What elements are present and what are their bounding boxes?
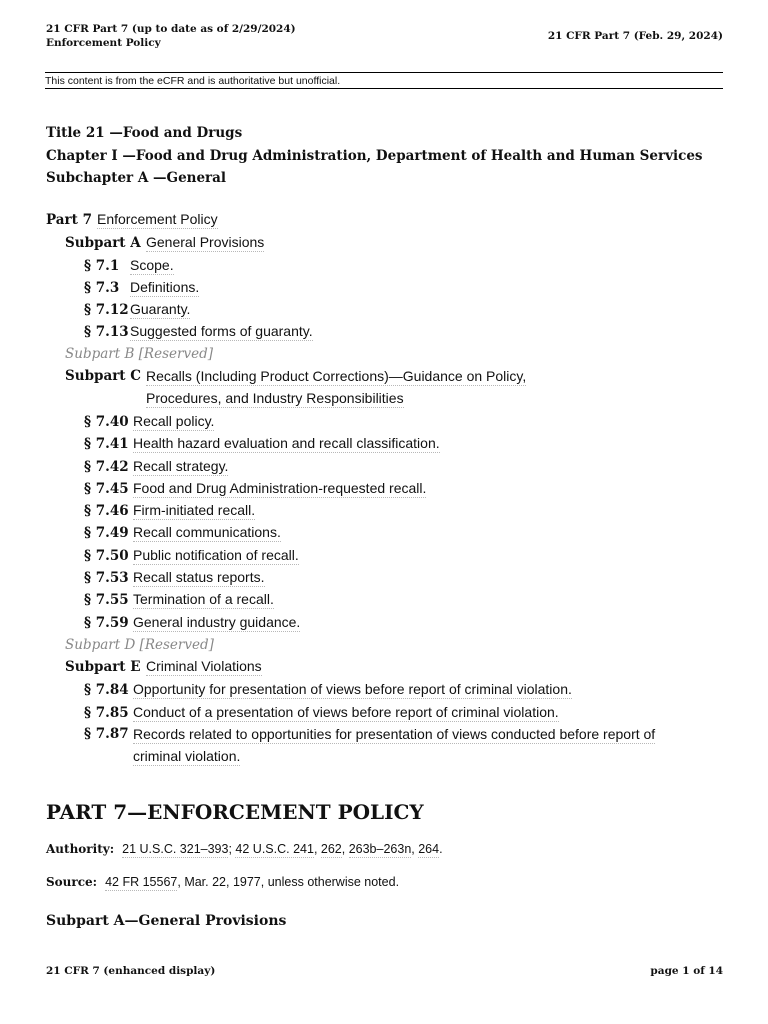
page-header: [46, 22, 723, 54]
section-link[interactable]: General industry guidance.: [133, 614, 301, 630]
title-line: Title 21 —Food and Drugs: [46, 125, 243, 141]
reserved-label: Subpart B [Reserved]: [65, 346, 213, 362]
section-link[interactable]: Definitions.: [130, 279, 200, 295]
toc-section-row: [84, 678, 572, 700]
section-link[interactable]: Recall policy.: [133, 413, 215, 429]
toc-section-row: [84, 254, 174, 276]
section-number: § 7.3: [84, 280, 120, 296]
section-number: § 7.87: [84, 726, 129, 742]
toc-section-row: [84, 499, 255, 521]
section-number: § 7.84: [84, 682, 129, 698]
toc-section-row: [84, 410, 214, 432]
toc-section-row: [84, 455, 228, 477]
section-link-line2[interactable]: criminal violation.: [133, 748, 241, 764]
footer-page-number: page 1 of 14: [650, 965, 723, 977]
section-link[interactable]: Scope.: [130, 257, 174, 273]
section-number: § 7.12: [84, 302, 129, 318]
authority-label: Authority:: [46, 842, 115, 856]
toc-subpart-a-link[interactable]: General Provisions: [146, 234, 265, 250]
part-heading: PART 7—ENFORCEMENT POLICY: [46, 800, 424, 824]
separator: ,: [313, 842, 321, 856]
toc-part: [46, 208, 218, 230]
section-number: § 7.59: [84, 615, 129, 631]
section-number: § 7.85: [84, 705, 129, 721]
toc-section-row: [84, 701, 559, 723]
section-link[interactable]: Guaranty.: [130, 301, 191, 317]
toc-subpart-a-label: Subpart A: [65, 235, 141, 251]
section-number: § 7.13: [84, 324, 129, 340]
reserved-label: Subpart D [Reserved]: [65, 637, 214, 653]
header-left: [46, 22, 296, 50]
section-number: § 7.42: [84, 459, 129, 475]
section-number: § 7.46: [84, 503, 129, 519]
toc-subpart-d-reserved: [65, 633, 214, 655]
section-link[interactable]: Conduct of a presentation of views before report of criminal violation.: [133, 704, 559, 720]
toc-subpart-a: [65, 231, 264, 253]
section-number: § 7.45: [84, 481, 129, 497]
source-ref-link[interactable]: 42 FR 15567: [105, 875, 178, 889]
section-link[interactable]: Food and Drug Administration-requested recall.: [133, 480, 427, 496]
toc-section-row: [84, 276, 199, 298]
section-number: § 7.50: [84, 548, 129, 564]
section-link[interactable]: Termination of a recall.: [133, 591, 274, 607]
section-number: § 7.55: [84, 592, 129, 608]
authority-notice: This content is from the eCFR and is authoritative but unofficial.: [45, 72, 723, 89]
toc-part-link[interactable]: Enforcement Policy: [97, 211, 218, 227]
toc-section-row: [84, 723, 655, 767]
footer-left: 21 CFR 7 (enhanced display): [46, 965, 216, 977]
authority-ref-link[interactable]: 42 U.S.C. 241: [235, 842, 314, 856]
header-part-name: Enforcement Policy: [46, 37, 161, 49]
toc-section-row: [84, 432, 440, 454]
separator: ,: [341, 842, 349, 856]
toc-section-row: [84, 521, 281, 543]
section-number: § 7.1: [84, 258, 120, 274]
section-link[interactable]: Public notification of recall.: [133, 547, 299, 563]
section-title: [133, 723, 655, 767]
toc-subpart-e-link[interactable]: Criminal Violations: [146, 658, 262, 674]
header-doc-title: 21 CFR Part 7 (up to date as of 2/29/2024): [46, 23, 296, 35]
source-label: Source:: [46, 875, 98, 889]
section-link-line1[interactable]: Records related to opportunities for presentation of views conducted before report of: [133, 726, 656, 742]
section-link[interactable]: Recall communications.: [133, 524, 281, 540]
subchapter-line: Subchapter A —General: [46, 170, 227, 186]
toc-subpart-c-label: Subpart C: [65, 368, 141, 384]
section-number: § 7.49: [84, 525, 129, 541]
header-right: 21 CFR Part 7 (Feb. 29, 2024): [547, 30, 723, 42]
toc-subpart-c: [65, 365, 526, 409]
toc-subpart-c-link-line2[interactable]: Procedures, and Industry Responsibilities: [146, 390, 404, 406]
toc-section-row: [84, 477, 426, 499]
toc-section-row: [84, 588, 274, 610]
authority-line: [46, 842, 443, 856]
source-line: [46, 875, 399, 889]
section-number: § 7.41: [84, 436, 129, 452]
toc-section-row: [84, 566, 265, 588]
section-link[interactable]: Suggested forms of guaranty.: [130, 323, 313, 339]
toc-part-label: Part 7: [46, 212, 92, 228]
toc-subpart-e-label: Subpart E: [65, 659, 141, 675]
source-rest: , Mar. 22, 1977, unless otherwise noted.: [177, 875, 400, 889]
authority-ref-link[interactable]: 263b–263n: [348, 842, 412, 856]
toc-subpart-c-link-line1[interactable]: Recalls (Including Product Corrections)—Guidance on Policy,: [146, 368, 527, 384]
authority-ref-link[interactable]: 21 U.S.C. 321–393: [122, 842, 229, 856]
subpart-heading: Subpart A—General Provisions: [46, 913, 287, 929]
section-link[interactable]: Recall status reports.: [133, 569, 265, 585]
section-link[interactable]: Opportunity for presentation of views before report of criminal violation.: [133, 681, 572, 697]
separator: .: [439, 842, 443, 856]
toc-section-row: [84, 611, 300, 633]
toc-section-row: [84, 298, 190, 320]
section-link[interactable]: Firm-initiated recall.: [133, 502, 256, 518]
authority-ref-link[interactable]: 264: [418, 842, 440, 856]
separator: ,: [411, 842, 419, 856]
section-link[interactable]: Health hazard evaluation and recall classification.: [133, 435, 440, 451]
section-link[interactable]: Recall strategy.: [133, 458, 229, 474]
authority-ref-link[interactable]: 262: [320, 842, 342, 856]
section-number: § 7.40: [84, 414, 129, 430]
separator: ;: [228, 842, 236, 856]
chapter-line: Chapter I —Food and Drug Administration, Department of Health and Human Services: [46, 147, 703, 164]
toc-subpart-b-reserved: [65, 342, 213, 364]
toc-subpart-e: [65, 655, 262, 677]
toc-section-row: [84, 320, 313, 342]
section-number: § 7.53: [84, 570, 129, 586]
toc-section-row: [84, 544, 299, 566]
toc-subpart-c-title: [146, 365, 526, 409]
hierarchy-titles: [46, 122, 703, 190]
